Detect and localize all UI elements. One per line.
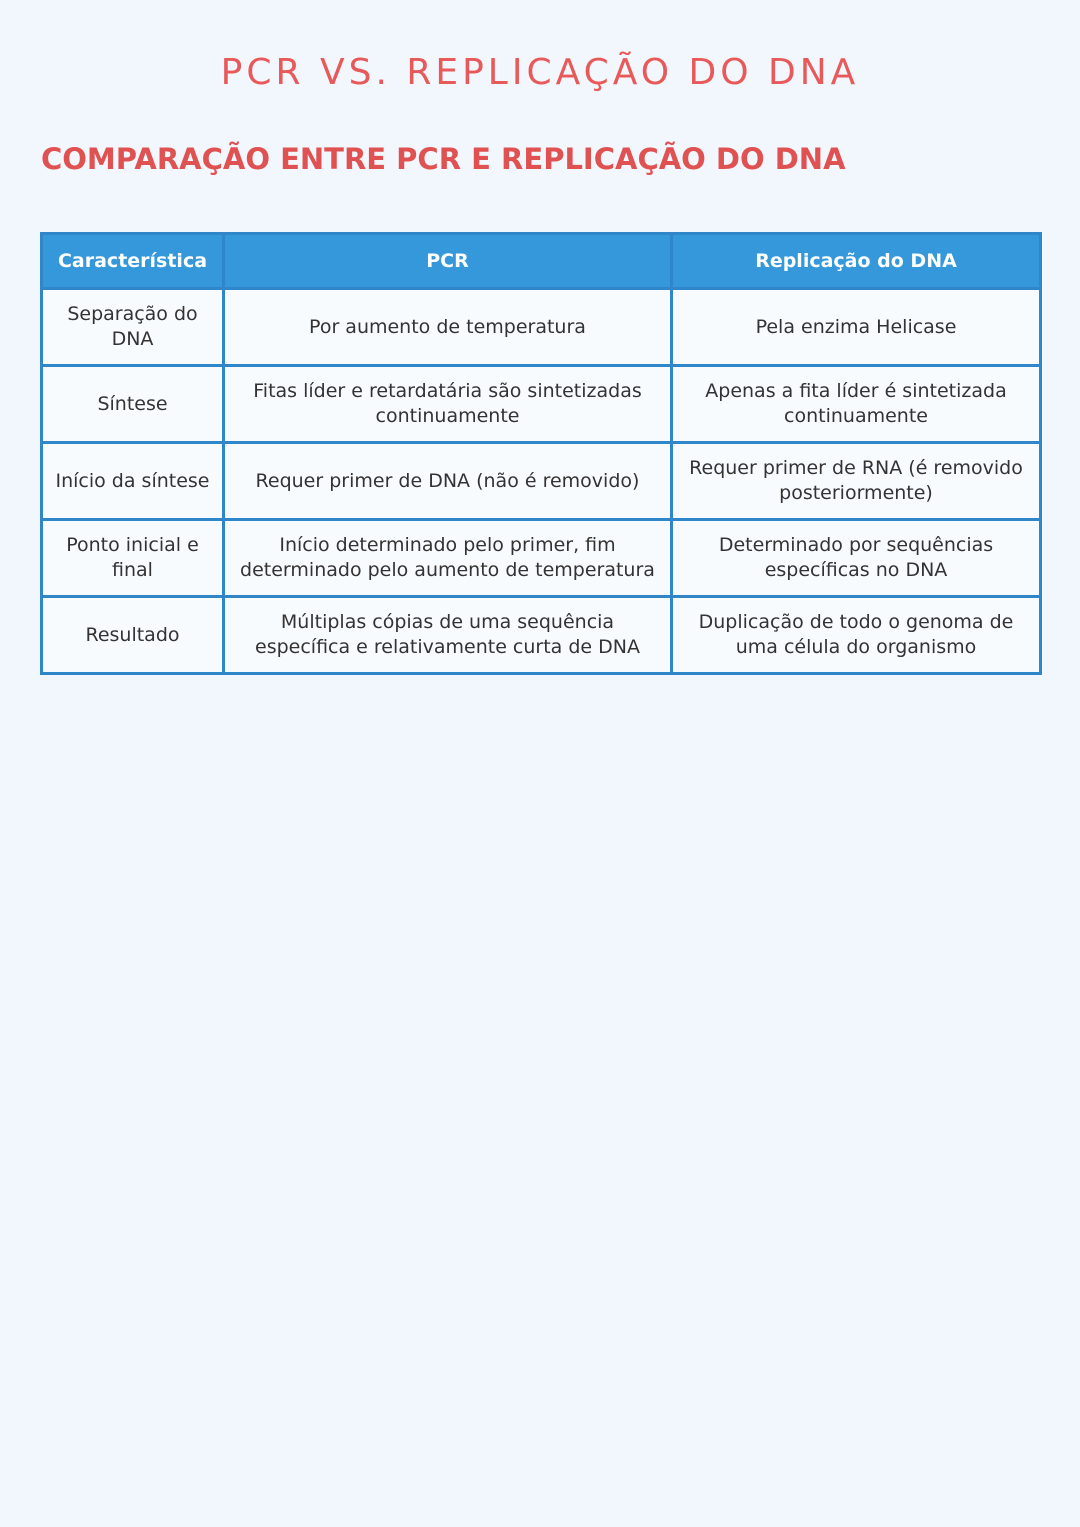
cell-caracteristica: Síntese [42,366,224,443]
header-pcr: PCR [224,234,672,289]
section-heading: COMPARAÇÃO ENTRE PCR E REPLICAÇÃO DO DNA [41,142,846,176]
cell-caracteristica: Início da síntese [42,443,224,520]
cell-pcr: Múltiplas cópias de uma sequência específica e relativamente curta de DNA [224,597,672,674]
header-caracteristica: Característica [42,234,224,289]
table-row [42,520,1041,597]
header-replicacao: Replicação do DNA [672,234,1041,289]
table-row [42,366,1041,443]
cell-caracteristica: Separação do DNA [42,289,224,366]
cell-replicacao: Requer primer de RNA (é removido posteriormente) [672,443,1041,520]
cell-replicacao: Duplicação de todo o genoma de uma célula do organismo [672,597,1041,674]
cell-pcr: Início determinado pelo primer, fim determinado pelo aumento de temperatura [224,520,672,597]
cell-pcr: Por aumento de temperatura [224,289,672,366]
cell-caracteristica: Resultado [42,597,224,674]
cell-replicacao: Pela enzima Helicase [672,289,1041,366]
cell-pcr: Fitas líder e retardatária são sintetizadas continuamente [224,366,672,443]
page-title: PCR VS. REPLICAÇÃO DO DNA [220,52,860,93]
comparison-table [40,232,1042,675]
table-row [42,289,1041,366]
cell-replicacao: Apenas a fita líder é sintetizada continuamente [672,366,1041,443]
cell-caracteristica: Ponto inicial e final [42,520,224,597]
table-row [42,443,1041,520]
cell-pcr: Requer primer de DNA (não é removido) [224,443,672,520]
table-row [42,597,1041,674]
table-header-row [42,234,1041,289]
cell-replicacao: Determinado por sequências específicas no DNA [672,520,1041,597]
